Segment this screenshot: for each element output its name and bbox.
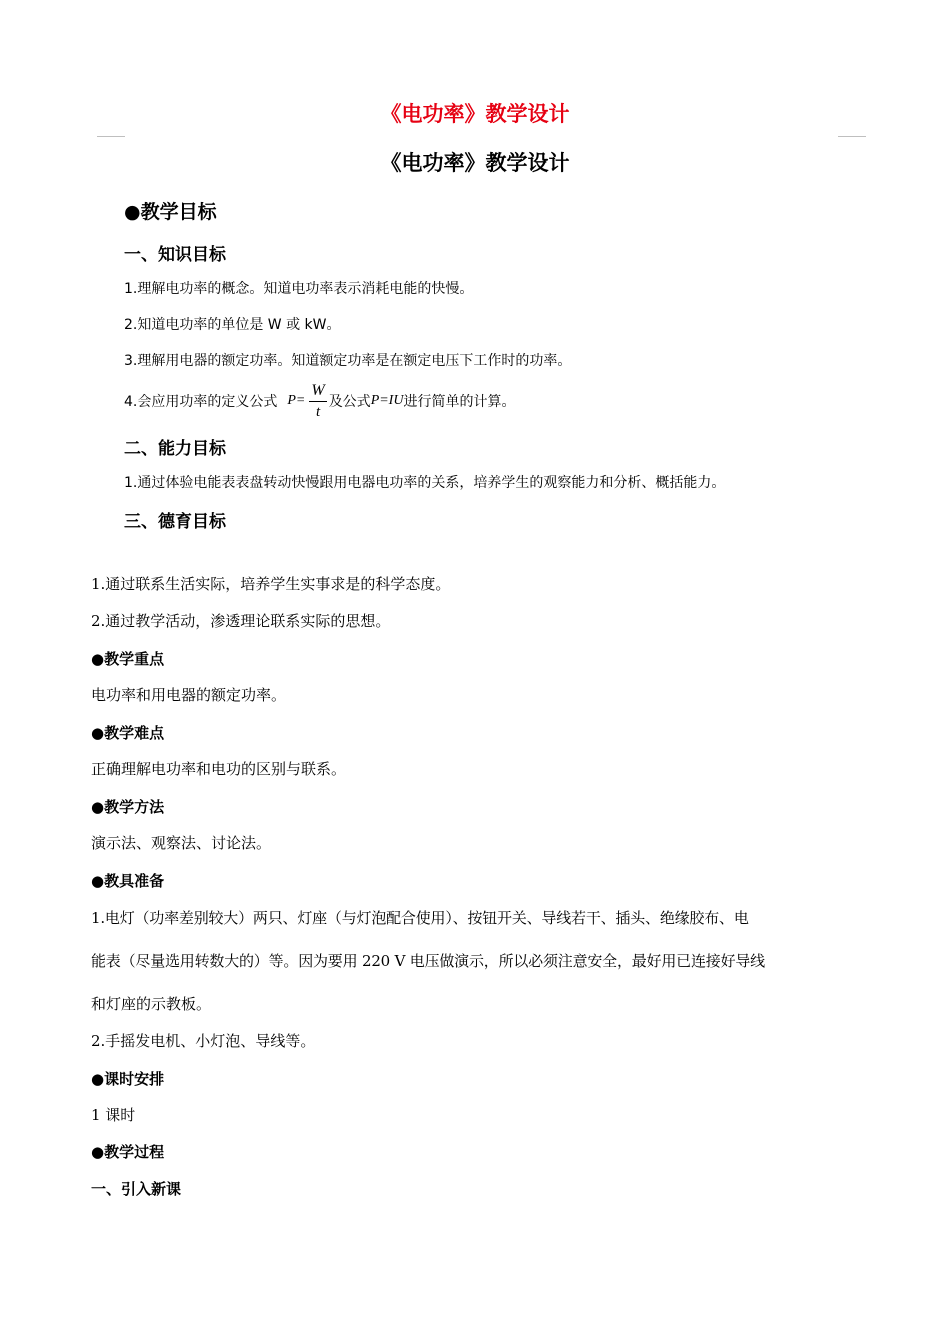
knowledge-item-4 bbox=[124, 378, 515, 424]
process-heading: ●教学过程 bbox=[91, 1143, 165, 1161]
knowledge-item-3: 3.理解用电器的额定功率。知道额定功率是在额定电压下工作时的功率。 bbox=[124, 353, 572, 369]
knowledge-item-1: 1.理解电功率的概念。知道电功率表示消耗电能的快慢。 bbox=[124, 281, 474, 297]
knowledge-item-4-prefix: 4.会应用功率的定义公式 bbox=[124, 394, 278, 410]
schedule-text: 1 课时 bbox=[91, 1106, 136, 1124]
header-rule-right bbox=[838, 136, 866, 137]
formula-denominator: t bbox=[315, 403, 321, 420]
header-title: 《电功率》教学设计 bbox=[380, 102, 570, 126]
equipment-item-2: 2.手摇发电机、小灯泡、导线等。 bbox=[91, 1032, 316, 1050]
methods-heading: ●教学方法 bbox=[91, 798, 165, 816]
methods-text: 演示法、观察法、讨论法。 bbox=[91, 834, 272, 852]
key-points-heading: ●教学重点 bbox=[91, 650, 165, 668]
key-points-text: 电功率和用电器的额定功率。 bbox=[91, 686, 287, 704]
formula-fraction bbox=[309, 381, 326, 422]
moral-item-2: 2.通过教学活动，渗透理论联系实际的思想。 bbox=[91, 612, 391, 630]
equipment-line-2: 能表（尽量选用转数大的）等。因为要用 220 V 电压做演示，所以必须注意安全，最好用已连接好导线 bbox=[91, 952, 765, 970]
equipment-line-3: 和灯座的示教板。 bbox=[91, 995, 212, 1013]
moral-item-1: 1.通过联系生活实际，培养学生实事求是的科学态度。 bbox=[91, 575, 451, 593]
knowledge-item-4-suffix: 进行简单的计算。 bbox=[403, 394, 516, 410]
difficulties-heading: ●教学难点 bbox=[91, 724, 165, 742]
equipment-heading: ●教具准备 bbox=[91, 872, 165, 890]
ability-item-1: 1.通过体验电能表表盘转动快慢跟用电器电功率的关系，培养学生的观察能力和分析、概括能力。 bbox=[124, 475, 726, 491]
moral-heading: 三、德育目标 bbox=[124, 512, 226, 532]
ability-heading: 二、能力目标 bbox=[124, 439, 226, 459]
process-sub-1: 一、引入新课 bbox=[91, 1180, 182, 1198]
document-title: 《电功率》教学设计 bbox=[380, 150, 570, 175]
knowledge-heading: 一、知识目标 bbox=[124, 245, 226, 265]
formula-p-equals: P= bbox=[287, 393, 306, 408]
goals-heading: ●教学目标 bbox=[124, 201, 217, 223]
knowledge-item-4-mid: 及公式 bbox=[328, 394, 371, 410]
header-rule-left bbox=[97, 136, 125, 137]
formula-p-iu: P=IU bbox=[370, 393, 404, 408]
schedule-heading: ●课时安排 bbox=[91, 1070, 165, 1088]
formula-numerator: W bbox=[309, 381, 326, 402]
knowledge-item-2: 2.知道电功率的单位是 W 或 kW。 bbox=[124, 317, 341, 333]
equipment-line-1: 1.电灯（功率差别较大）两只、灯座（与灯泡配合使用）、按钮开关、导线若干、插头、绝缘胶布、电 bbox=[91, 909, 749, 927]
difficulties-text: 正确理解电功率和电功的区别与联系。 bbox=[91, 760, 347, 778]
